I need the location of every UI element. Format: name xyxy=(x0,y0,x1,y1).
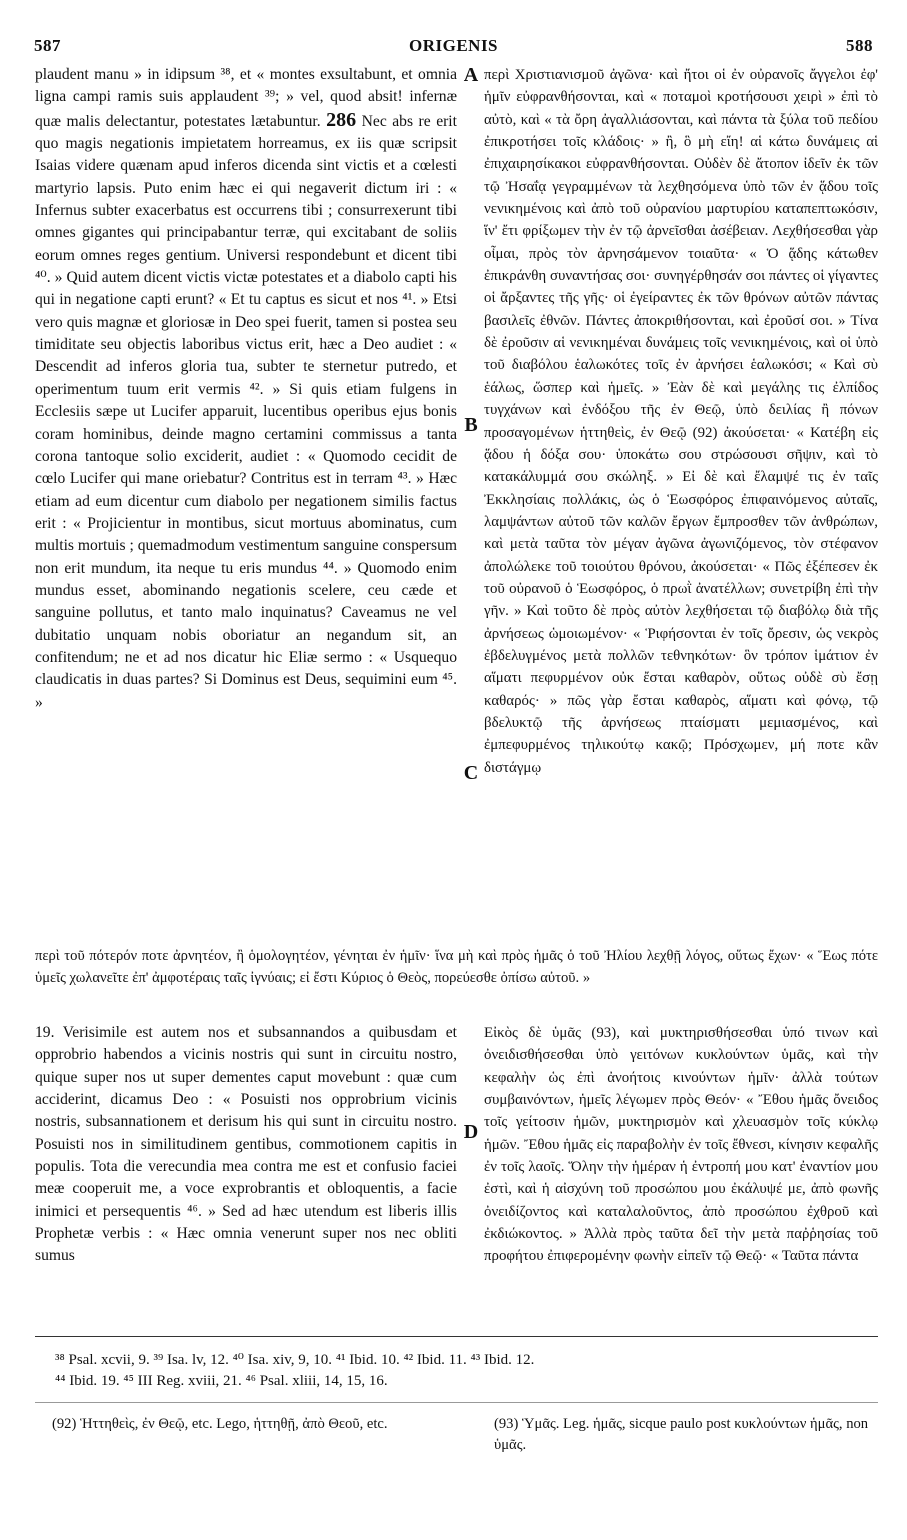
margin-marker-b: B xyxy=(464,414,478,436)
page-number-right: 588 xyxy=(846,36,873,55)
greek-paragraph-1: περὶ Χριστιανισμοῦ ἀγῶνα· καὶ ἤτοι οἱ ἐν οὐρανοῖς ἄγγελοι ἐφ' ἡμῖν εὐφρανθήσονται, καὶ « ποταμοὶ κροτήσουσι χειρὶ » ἐπὶ τὸ αὐτὸ, καὶ « τὰ ὄρη ἀγαλλιάσονται, καὶ πάντα τὰ ξύλα τοῦ πεδίου ἐπικροτήσει τοῖς κλάδοις· » ἢ, ὃ μὴ εἴη! αἱ κάτω δυνάμεις αἱ ἐπιχαιρησίκακοι εὐφρανθήσονται. Οὐδὲν δὲ ἄτοπον ἰδεῖν ἐκ τῶν τῷ Ἠσαΐᾳ γεγραμμένων τὰ λεχθησόμενα ὑπὸ τῶν ἐν ᾅδου τοῖς νενικημένοις καὶ ἀπὸ τοῦ οὐρανίου μαρτυρίου καταπεπτωκόσιν, ἵν' ἔτι φρίξωμεν τὴν ἐν τῷ ἀρνεῖσθαι ἀσέβειαν. Λεχθήσεσθαι γὰρ οἶμαι, πρὸς τὸν ἀρνησάμενον τοιαῦτα· « Ὁ ᾅδης κάτωθεν ἐπικράνθη συναντήσας σοι· συνηγέρθησάν σοι πάντες οἱ γίγαντες οἱ ἄρξαντες τῆς γῆς· οἱ ἐγείραντες ἐκ τῶν θρόνων αὐτῶν πάντας βασιλεῖς ἐθνῶν. Πάντες ἀποκριθήσονται, καὶ ἐροῦσί σοι. » Τίνα δὲ ἐροῦσιν αἱ νενικημέναι δυνάμεις τοῖς νενικημένοις, καὶ οἱ ὑπὸ τοῦ διαβόλου ἑαλωκότες τοῖς ἐν ἀρνήσει ἑαλωκόσι; « Καὶ σὺ ἑάλως, ὥσπερ καὶ ἡμεῖς. » Ἐὰν δὲ καὶ μεγάλης τις ἐλπίδος τυγχάνων καὶ ἐνδόξου τῆς ἐν Θεῷ, ὑπὸ δειλίας ἢ πόνων προσαγομένων ἡττηθεὶς, ἐν Θεῷ (92) ἀκούσεται· « Κατέβη εἰς ᾅδου ἡ δόξα σου· ὑποκάτω σου στρώσουσι σῆψιν, καὶ τὸ κατακάλυμμά σου σκώληξ. » Εἰ δὲ καὶ ἔλαμψέ τις ἐν ταῖς Ἐκκλησίαις πολλάκις, ὡς ὁ Ἑωσφόρος ἐπιφαινόμενος αὐταῖς, λαμψάντων αὐτοῦ τῶν καλῶν ἔργων ἔμπροσθεν τῶν ἀνθρώπων, καὶ μετὰ ταῦτα τὸν μέγαν ἀγῶνα ἀγωνιζόμενος, τὸν στέφανον ἀπολώλεκε τοῦ τοιούτου θρόνου, ἀκούσεται· « Πῶς ἐξέπεσεν ἐκ τοῦ οὐρανοῦ ὁ Ἑωσφόρος, ὁ πρωῒ ἀνατέλλων; συνετρίβη ἐπὶ τὴν γῆν. » Καὶ τοῦτο δὲ πρὸς αὐτὸν λεχθήσεται τῷ διαβόλῳ διὰ τῆς ἀρνήσεως ὡμοιωμένον· « Ῥιφήσονται ἐν τοῖς ὄρεσιν, ὡς νεκρὸς ἐβδελυγμένος μετὰ πολλῶν τεθνηκότων· ὃν τρόπον ἱμάτιον ἐν αἵματι πεφυρμένον οὐκ ἔσται καθαρὸν, οὕτως οὐδὲ σὺ ἔσῃ καθαρός· » πῶς γὰρ ἔσται καθαρὸς, αἵματι καὶ φόνῳ, τῷ βδελυκτῷ τῆς ἀρνήσεως πταίσματι μεμιασμένος, καὶ ἐμπεφυρμένος τηλικούτῳ κακῷ; Πρόσχωμεν, μή ποτε κἂν διστάγμῳ xyxy=(484,67,878,776)
note-93: (93) Ὑμᾶς. Leg. ἡμᾶς, sicque paulo post κυκλούντων ἡμᾶς, non ὑμᾶς. xyxy=(494,1416,869,1453)
margin-marker-d: D xyxy=(463,1121,479,1143)
scripture-references xyxy=(35,1350,878,1391)
margin-marker-a: A xyxy=(463,64,479,86)
latin-text-after-section: Nec abs re erit quo magis negationis impietatem horreamus, ex iis quæ scripsit Isaias videre quænam apud inferos dicenda sint victis et a cœlesti martyrio lapsis. Puto enim hæc ei qui negaverit dictum iri : « Infernus subter exacerbatus est occurrens tibi ; consurrexerunt tibi omnes gigantes qui principabantur terræ, qui excitabant de soliis eorum omnes reges gentium. Universi respondebunt et dicent tibi ⁴⁰. » Quid autem dicent victis victæ potestates et a diabolo capti his qui in negatione capti erunt? « Et tu captus es sicut et nos ⁴¹. » Etsi vero quis magnæ et gloriosæ in Deo spei fuerit, tamen si postea seu timiditate seu objectis laboribus victus erit, hæc a Deo audiet : « Descendit ad inferos gloria tua, subter te sternetur putredo, et operimentum tuum erit vermis ⁴². » Si quis etiam fulgens in Ecclesiis sæpe ut Lucifer apparuit, lucentibus operibus ejus bonis coram hominibus, deinde magno certamini commissus a tanta corona tantoque solio exciderit, audiet : « Quomodo cecidit de cœlo Lucifer qui mane oriebatur? Contritus est in terram ⁴³. » Hæc etiam ad eum dicentur cum diabolo per negationem similis factus erit : « Projicientur in montibus, sicut mortuus abominatus, cum multis mortuis ; quemadmodum vestimentum sanguine conspersum non erit mundum, ita neque tu eris mundus ⁴⁴. » Quomodo enim mundus esset, abominando negationis scelere, ceu cæde et sanguine pollutus, et tanto malo inquinatus? Caveamus ne vel dubitatio unquam nobis oboriatur an negandum sit, an confitendum; ne et ad nos dicatur hic Eliæ sermo : « Usquequo claudicatis in duas partes? Si Dominus est Deus, sequimini eum ⁴⁵. » xyxy=(35,112,457,711)
note-92: (92) Ἡττηθεὶς, ἐν Θεῷ, etc. Lego, ἡττηθῇ, ἀπὸ Θεοῦ, etc. xyxy=(52,1416,388,1432)
running-header xyxy=(34,36,873,58)
margin-marker-c: C xyxy=(463,762,479,784)
page-number-left: 587 xyxy=(34,36,61,55)
greek-full-width-continuation: περὶ τοῦ πότερόν ποτε ἀρνητέον, ἢ ὁμολογητέον, γένηται ἐν ἡμῖν· ἵνα μὴ καὶ πρὸς ἡμᾶς ὁ τοῦ Ἠλίου λεχθῇ λόγος, οὕτως ἔχων· « Ἕως πότε ὑμεῖς χωλανεῖτε ἐπ' ἀμφοτέραις ταῖς ἰγνύαις; εἰ ἔστι Κύριος ὁ Θεὸς, πορεύεσθε ὀπίσω αὐτοῦ. » xyxy=(35,948,878,986)
latin-column-top xyxy=(35,64,457,944)
greek-paragraph-2: Εἰκὸς δὲ ὑμᾶς (93), καὶ μυκτηρισθήσεσθαι ὑπό τινων καὶ ὀνειδισθήσεσθαι ὑπὸ γειτόνων κυκλούντων ὑμᾶς, καὶ τὴν κεφαλὴν ὡς ἐπὶ ἀνοήτοις κινούντων ἡμῖν· ἀλλὰ τούτων συμβαινόντων, ἡμεῖς λέγωμεν πρὸς Θεόν· « Ἔθου ἡμᾶς ὄνειδος τοῖς γείτοσιν ἡμῶν, μυκτηρισμὸν καὶ χλευασμὸν τοῖς κύκλῳ ἡμῶν. Ἔθου ἡμᾶς εἰς παραβολὴν ἐν τοῖς ἔθνεσι, κίνησιν κεφαλῆς ἐν τοῖς λαοῖς. Ὅλην τὴν ἡμέραν ἡ ἐντροπή μου κατ' ἐναντίον μου ἐστὶ, καὶ ἡ αἰσχύνη τοῦ προσώπου μου ἐκάλυψέ με, ἀπὸ φωνῆς ὀνειδίζοντος καὶ καταλαλοῦντος, ἀπὸ προσώπου ἐχθροῦ καὶ ἐκδιώκοντος. » Ἀλλὰ πρὸς ταῦτα δεῖ τὴν μετὰ παῤῥησίας τοῦ προφήτου ἐπιφερομένην φωνὴν εἰπεῖν τῷ Θεῷ· « Ταῦτα πάντα xyxy=(484,1025,878,1265)
footnote-divider xyxy=(35,1336,878,1337)
references-line-1: ³⁸ Psal. xcvii, 9. ³⁹ Isa. lv, 12. ⁴⁰ Isa. xiv, 9, 10. ⁴¹ Ibid. 10. ⁴² Ibid. 11. ⁴³ Ibid. 12. xyxy=(55,1352,535,1368)
latin-column-bottom xyxy=(35,1022,457,1322)
references-line-2: ⁴⁴ Ibid. 19. ⁴⁵ III Reg. xviii, 21. ⁴⁶ Psal. xliii, 14, 15, 16. xyxy=(55,1372,388,1389)
latin-paragraph-1 xyxy=(35,64,457,714)
notes-divider xyxy=(35,1402,878,1403)
latin-text-before-section: plaudent manu » in idipsum ³⁸, et « montes exsultabunt, et omnia ligna campi ramis suis applaudent ³⁹; » vel, quod absit! infernæ quæ malis delectantur, potestates lætabuntur. xyxy=(35,66,457,130)
running-title: ORIGENIS xyxy=(408,36,499,55)
section-number: 286 xyxy=(326,108,357,131)
latin-paragraph-19: 19. Verisimile est autem nos et subsannandos a quibusdam et opprobrio habendos a vicinis nostris qui sunt in circuitu nostro, quique super nos ut super dementes caput movebunt : quæ cum acciderint, dicamus Deo : « Posuisti nos opprobrium vicinis nostris, subsannationem et derisum his qui sunt in circuitu nostro. Posuisti nos in similitudinem gentibus, commotionem capitis in populis. Tota die verecundia mea contra me est et confusio faciei meæ cooperuit me, a voce exprobrantis et obloquentis, a facie inimici et persequentis ⁴⁶. » Sed ad hæc utendum est liberis illis Prophetæ verbis : « Hæc omnia venerunt super nos nec obliti sumus xyxy=(35,1024,457,1265)
greek-column-bottom xyxy=(484,1022,878,1322)
greek-column-top xyxy=(484,64,878,944)
